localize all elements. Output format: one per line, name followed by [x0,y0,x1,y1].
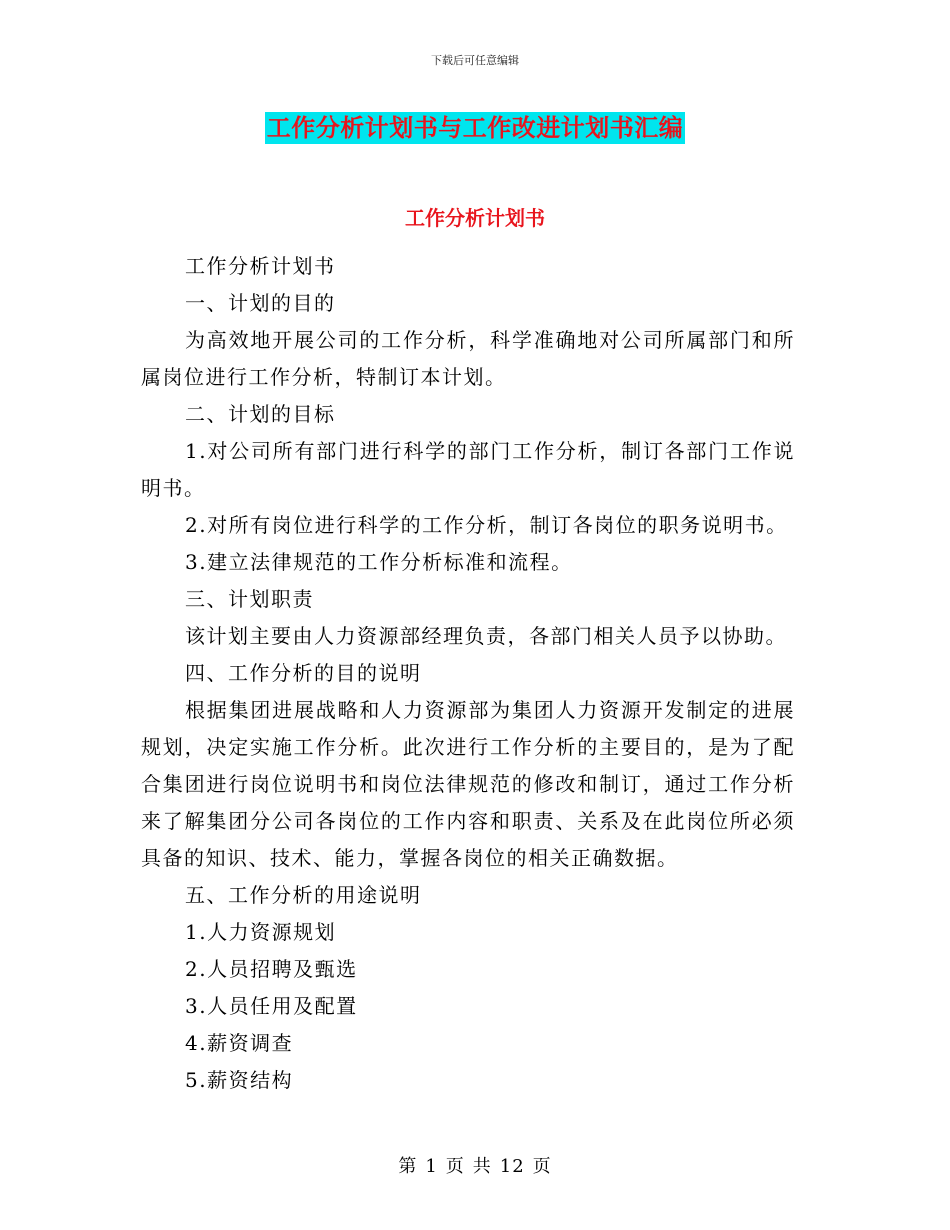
list-item: 4.薪资调查 [185,1031,294,1055]
section-heading: 五、工作分析的用途说明 [185,883,422,907]
document-body [141,248,795,1099]
footer-current-page: 1 [425,1156,438,1177]
list-item: 3.人员任用及配置 [185,994,358,1018]
list-item: 2.对所有岗位进行科学的工作分析，制订各岗位的职务说明书。 [185,513,788,537]
footer-label-unit2: 页 [532,1156,552,1177]
paragraph: 为高效地开展公司的工作分析，科学准确地对公司所属部门和所属岗位进行工作分析，特制订本计划。 [141,328,795,389]
footer-total-pages: 12 [499,1156,525,1177]
section-heading: 一、计划的目的 [185,291,336,315]
section-heading: 四、工作分析的目的说明 [185,661,422,685]
main-title: 工作分析计划书与工作改进计划书汇编 [266,114,684,142]
footer-label-page: 第 [398,1156,418,1177]
section-title: 工作分析计划书 [405,206,545,230]
paragraph: 工作分析计划书 [185,254,336,278]
header-note: 下载后可任意编辑 [431,54,519,67]
list-item: 1.人力资源规划 [185,920,337,944]
list-item: 1.对公司所有部门进行科学的部门工作分析，制订各部门工作说明书。 [141,439,795,500]
main-title-container [0,112,950,144]
footer-label-unit: 页 [445,1156,465,1177]
page-footer [0,1152,950,1178]
list-item: 5.薪资结构 [185,1068,294,1092]
footer-label-total: 共 [472,1156,492,1177]
section-heading: 二、计划的目标 [185,402,336,426]
paragraph: 该计划主要由人力资源部经理负责，各部门相关人员予以协助。 [185,624,787,648]
list-item: 3.建立法律规范的工作分析标准和流程。 [185,550,573,574]
paragraph: 根据集团进展战略和人力资源部为集团人力资源开发制定的进展规划，决定实施工作分析。此次进行工作分析的主要目的，是为了配合集团进行岗位说明书和岗位法律规范的修改和制订，通过工作分析来了解集团分公司各岗位的工作内容和职责、关系及在此岗位所必须具备的知识、技术、能力，掌握各岗位的相关正确数据。 [141,698,795,870]
list-item: 2.人员招聘及甄选 [185,957,358,981]
section-heading: 三、计划职责 [185,587,314,611]
